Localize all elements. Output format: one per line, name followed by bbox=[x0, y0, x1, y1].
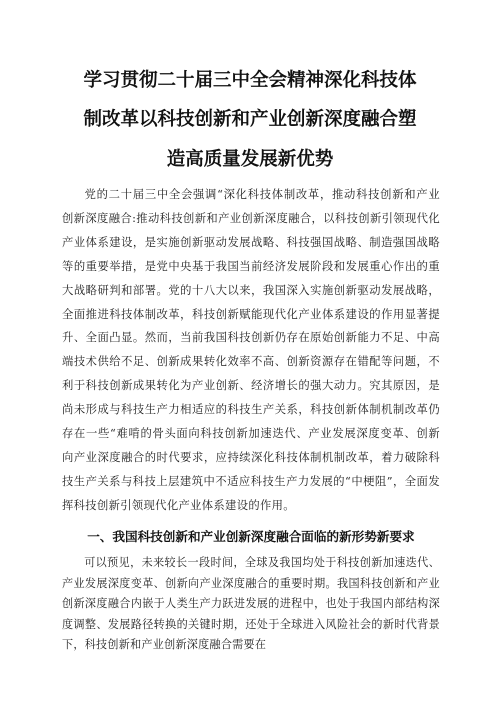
intro-paragraph: 党的二十届三中全会强调“深化科技体制改革，推动科技创新和产业创新深度融合:推动科技创新和产业创新深度融合，以科技创新引领现代化产业体系建设，是实施创新驱动发展战略、科技强国战略、制造强国战略等的重要举措，是党中央基于我国当前经济发展阶段和发展重心作出的重大战略研判和部署。党的十八大以来，我国深入实施创新驱动发展战略，全面推进科技体制改革，科技创新赋能现代化产业体系建设的作用显著提升、全面凸显。然而，当前我国科技创新仍存在原始创新能力不足、中高端技术供给不足、创新成果转化效率不高、创新资源存在错配等问题，不利于科技创新成果转化为产业创新、经济增长的强大动力。究其原因，是尚未形成与科技生产力相适应的科技生产关系，科技创新体制机制改革仍存在一些“难啃的骨头面向科技创新加速迭代、产业发展深度变革、创新向产业深度融合的时代要求，应持续深化科技体制机制改革，着力破除科技生产关系与科技上层建筑中不适应科技生产力发展的“中梗阻”，全面发挥科技创新引领现代化产业体系建设的作用。 bbox=[62, 188, 440, 512]
document-title-line-2: 制改革以科技创新和产业创新深度融合塑 bbox=[83, 109, 417, 130]
document-title-line-3: 造高质量发展新优势 bbox=[166, 149, 334, 170]
document-title-line-1: 学习贯彻二十届三中全会精神深化科技体 bbox=[83, 70, 417, 91]
section-paragraph: 可以预见，未来较长一段时间，全球及我国均处于科技创新加速迭代、产业发展深度变革、创新向产业深度融合的重要时期。我国科技创新和产业创新深度融合内嵌于人类生产力跃进发展的进程中，也处于我国内部结构深度调整、发展路径转换的关键时期，还处于全球进入风险社会的新时代背景下，科技创新和产业创新深度融合需要在 bbox=[62, 556, 440, 652]
section-heading: 一、我国科技创新和产业创新深度融合面临的新形势新要求 bbox=[87, 529, 415, 544]
